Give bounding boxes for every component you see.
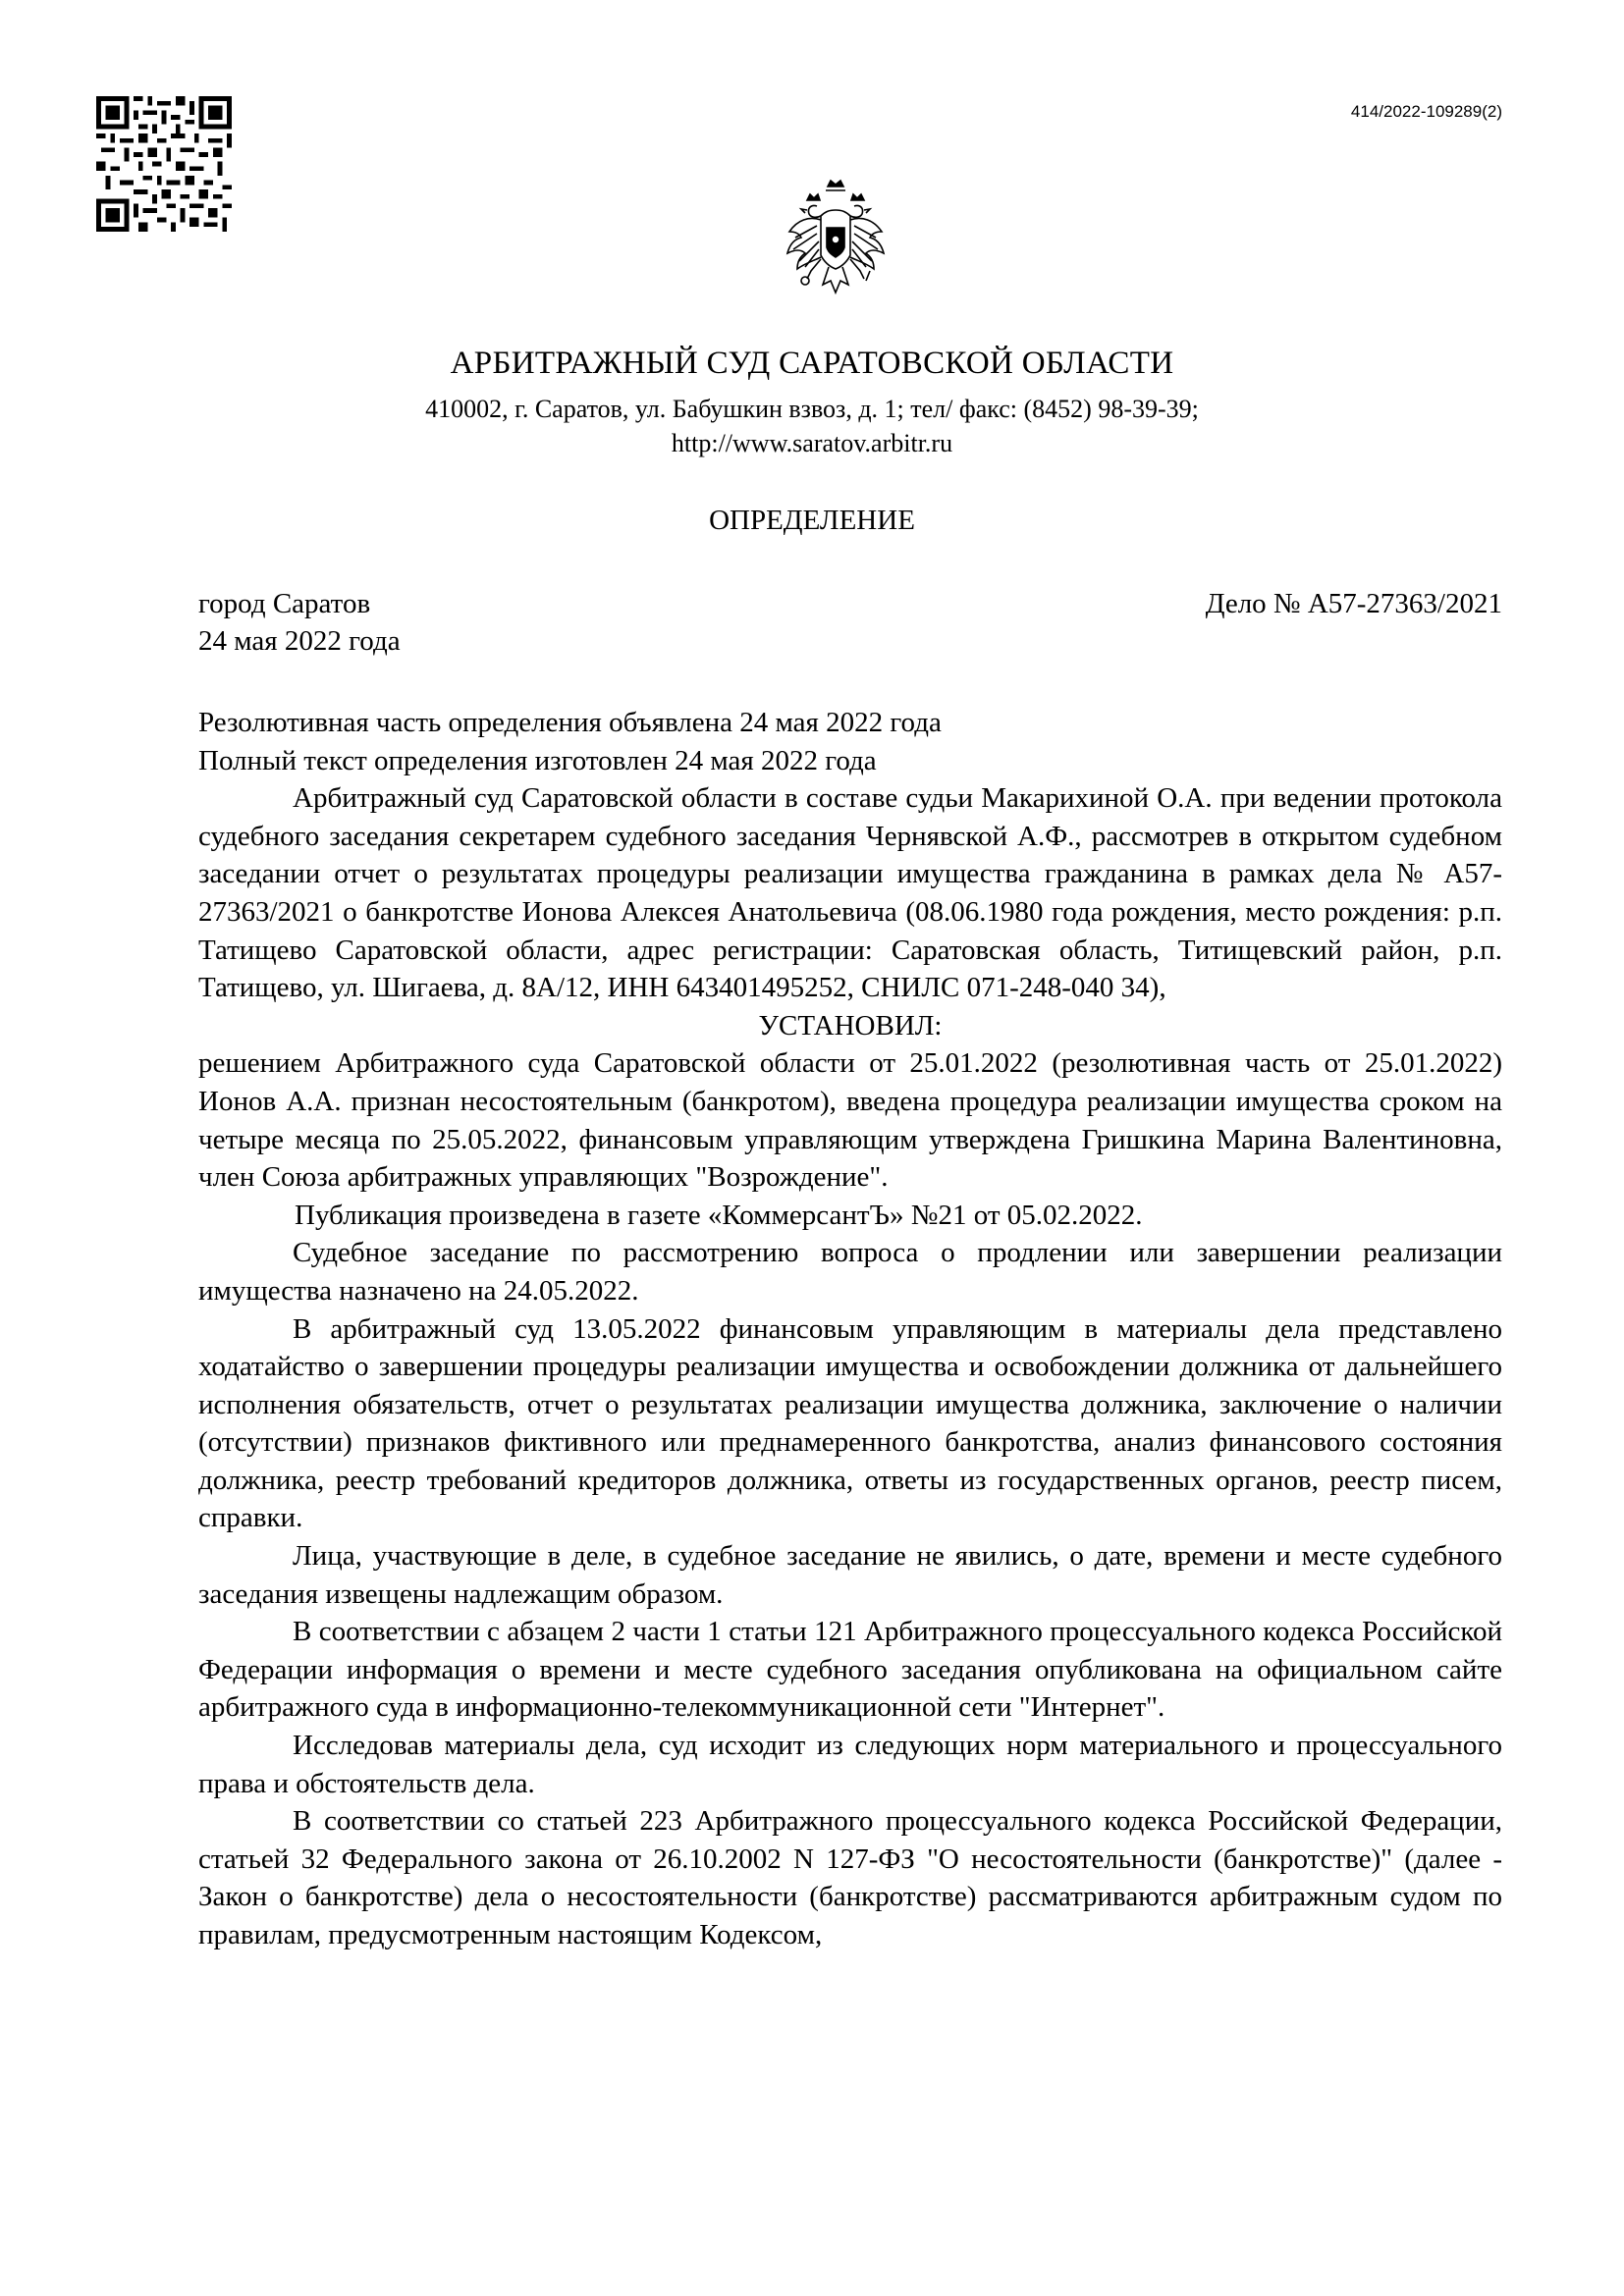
document-body (198, 704, 1502, 1954)
paragraph: Арбитражный суд Саратовской области в составе судьи Макарихиной О.А. при ведении протокола судебного заседания секретарем судебного заседания Чернявской А.Ф., рассмотрев в открытом судебном заседании отчет о результатах процедуры реализации имущества гражданина в рамках дела № А57-27363/2021 о банкротстве Ионова Алексея Анатольевича (08.06.1980 года рождения, место рождения: р.п. Татищево Саратовской области, адрес регистрации: Саратовская область, Титищевский район, р.п. Татищево, ул. Шигаева, д. 8А/12, ИНН 643401495252, СНИЛС 071-248-040 34), (198, 782, 1502, 1004)
qr-code-icon (96, 96, 232, 232)
document-type: ОПРЕДЕЛЕНИЕ (709, 505, 915, 536)
paragraph: Лица, участвующие в деле, в судебное заседание не явились, о дате, времени и месте судебного заседания извещены надлежащим образом. (198, 1540, 1502, 1610)
paragraph: В соответствии с абзацем 2 части 1 статьи 121 Арбитражного процессуального кодекса Российской Федерации информация о времени и месте судебного заседания опубликована на официальном сайте арбитражного суда в информационно-телекоммуникационной сети "Интернет". (198, 1616, 1502, 1724)
meta-left (198, 585, 401, 660)
court-name: АРБИТРАЖНЫЙ СУД САРАТОВСКОЙ ОБЛАСТИ (450, 346, 1174, 381)
document-number: 414/2022-109289(2) (1350, 102, 1502, 121)
case-number: Дело № А57-27363/2021 (1205, 588, 1502, 619)
paragraph: Исследовав материалы дела, суд исходит из следующих норм материального и процессуального права и обстоятельств дела. (198, 1730, 1502, 1799)
section-heading: УСТАНОВИЛ: (758, 1009, 943, 1041)
paragraph: Полный текст определения изготовлен 24 мая 2022 года (198, 744, 877, 776)
court-address: 410002, г. Саратов, ул. Бабушкин взвоз, д. 1; тел/ факс: (8452) 98-39-39; (425, 395, 1199, 423)
paragraph: Публикация произведена в газете «КоммерсантЪ» №21 от 05.02.2022. (295, 1199, 1143, 1231)
paragraph: Резолютивная часть определения объявлена 24 мая 2022 года (198, 707, 942, 738)
court-website: http://www.saratov.arbitr.ru (671, 429, 953, 457)
city: город Саратов (198, 588, 371, 619)
paragraph: В соответствии со статьей 223 Арбитражного процессуального кодекса Российской Федерации, статьей 32 Федерального закона от 26.10.2002 N 127-ФЗ "О несостоятельности (банкротстве)" (далее - Закон о банкротстве) дела о несостоятельности (банкротстве) рассматриваются арбитражным судом по правилам, предусмотренным настоящим Кодексом, (198, 1805, 1502, 1950)
paragraph: решением Арбитражного суда Саратовской области от 25.01.2022 (резолютивная часть от 25.01.2022) Ионов А.А. признан несостоятельным (банкротом), введена процедура реализации имущества сроком на четыре месяца по 25.05.2022, финансовым управляющим утверждена Гришкина Марина Валентиновна, член Союза арбитражных управляющих "Возрождение". (198, 1047, 1502, 1194)
decision-date: 24 мая 2022 года (198, 625, 401, 657)
coat-of-arms-icon (782, 177, 890, 298)
paragraph: В арбитражный суд 13.05.2022 финансовым управляющим в материалы дела представлено ходатайство о завершении процедуры реализации имущества и освобождении должника от дальнейшего исполнения обязательств, отчет о результатах реализации имущества должника, заключение о наличии (отсутствии) признаков фиктивного или преднамеренного банкротства, анализ финансового состояния должника, реестр требований кредиторов должника, ответы из государственных органов, реестр писем, справки. (198, 1312, 1502, 1534)
paragraph: Судебное заседание по рассмотрению вопроса о продлении или завершении реализации имущества назначено на 24.05.2022. (198, 1237, 1502, 1307)
